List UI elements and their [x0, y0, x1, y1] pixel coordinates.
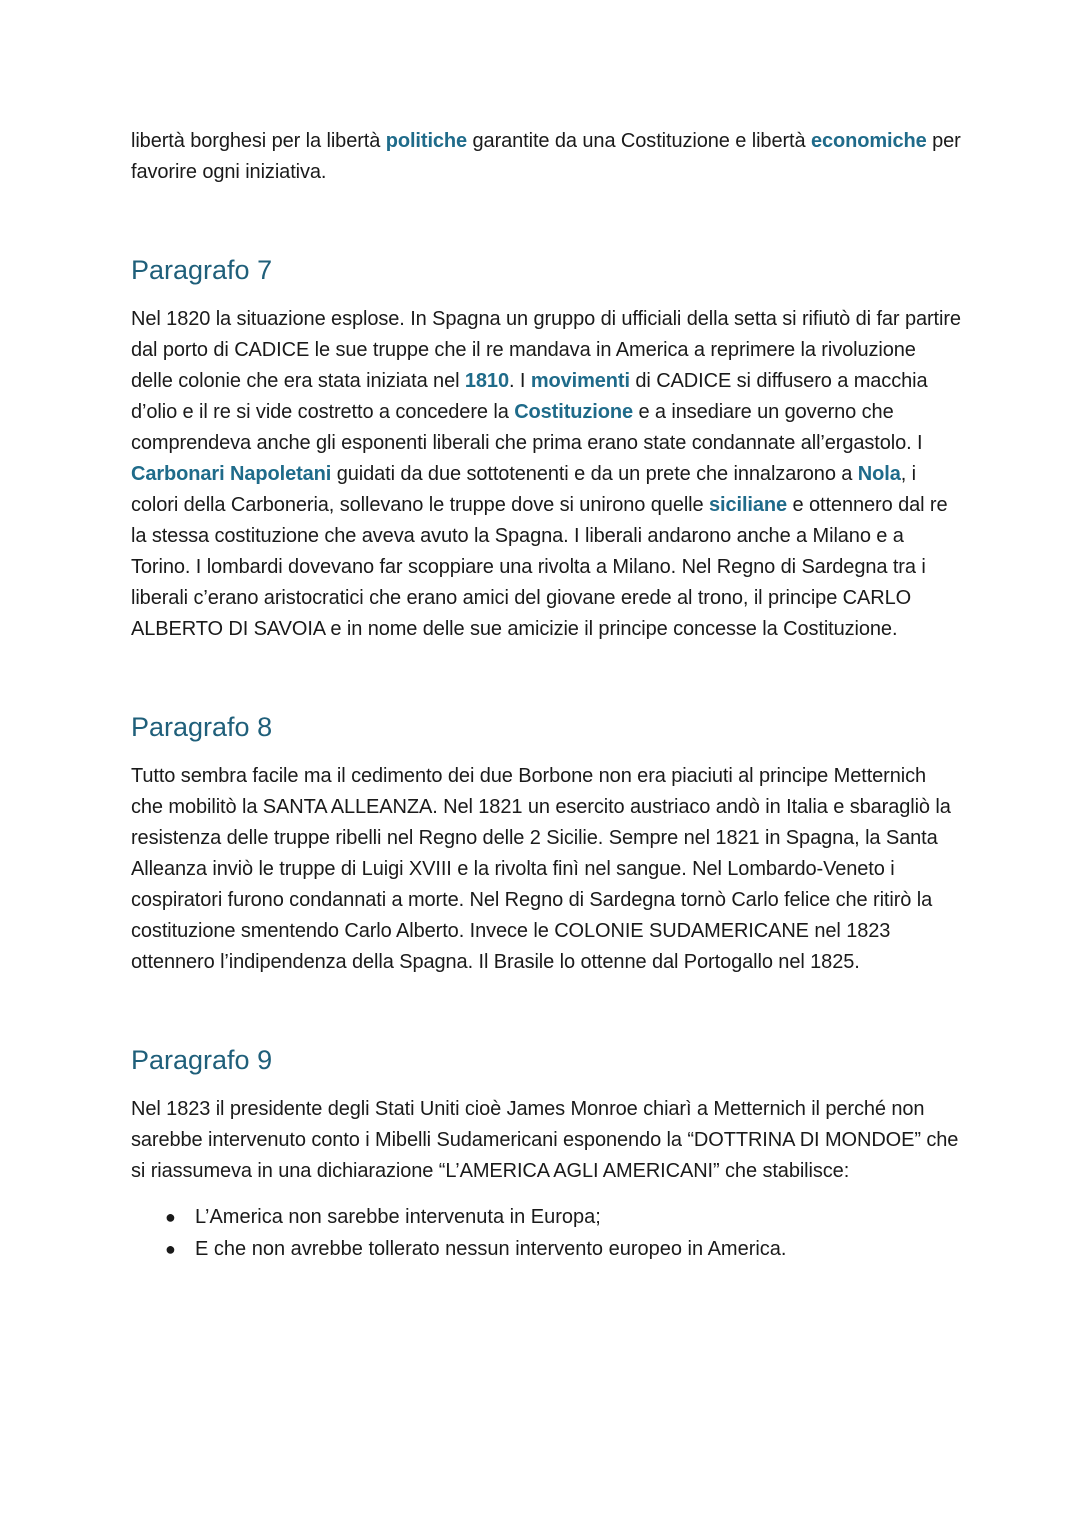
p7-text-2: . I: [508, 370, 531, 392]
section-heading-paragrafo-9: Paragrafo 9: [131, 1045, 273, 1075]
p7-text-5: guidati da due sottotenenti e da un prete che innalzarono a: [331, 463, 858, 485]
list-item-text: E che non avrebbe tollerato nessun intervento europeo in America.: [195, 1238, 787, 1260]
highlight-1810: 1810: [464, 370, 509, 392]
document-page: [131, 126, 961, 1265]
bullet-icon: ●: [165, 1207, 176, 1227]
intro-paragraph: [131, 126, 961, 188]
section-paragraph-7: [131, 304, 961, 645]
p7-text-4: e a insediare un governo che comprendeva anche gli esponenti liberali che prima erano state condannate all’ergastolo. I: [131, 401, 923, 454]
highlight-nola: Nola: [857, 463, 901, 485]
p7-text-1: Nel 1820 la situazione esplose. In Spagna un gruppo di ufficiali della setta si rifiutò di far partire dal porto di CADICE le sue truppe che il re mandava in America a reprimere la rivoluzione delle colonie che era stata iniziata nel: [131, 308, 961, 392]
highlight-economiche: economiche: [810, 130, 927, 152]
bullet-icon: ●: [165, 1239, 176, 1259]
section-paragraph-9: Nel 1823 il presidente degli Stati Uniti cioè James Monroe chiarì a Metternich il perché non sarebbe intervenuto conto i Mibelli Sudamericani esponendo la “DOTTRINA DI MONDOE” che si riassumeva in una dichiarazione “L’AMERICA AGLI AMERICANI” che stabilisce:: [131, 1098, 959, 1182]
p7-text-7: e ottennero dal re la stessa costituzione che aveva avuto la Spagna. I liberali andarono anche a Milano e a Torino. I lombardi dovevano far scoppiare una rivolta a Milano. Nel Regno di Sardegna tra i liberali c’erano aristocratici che erano amici del giovane erede al trono, il principe CARLO ALBERTO DI SAVOIA e in nome delle sue amicizie il principe concesse la Costituzione.: [131, 494, 948, 640]
highlight-costituzione: Costituzione: [514, 401, 633, 423]
section-heading-paragrafo-8: Paragrafo 8: [131, 712, 273, 742]
p7-text-3: di CADICE si diffusero a macchia d’olio e il re si vide costretto a concedere la: [131, 370, 928, 423]
p7-text-6: , i colori della Carboneria, sollevano le truppe dove si unirono quelle: [131, 463, 917, 516]
section-paragraph-8: Tutto sembra facile ma il cedimento dei due Borbone non era piaciuti al principe Metternich che mobilitò la SANTA ALLEANZA. Nel 1821 un esercito austriaco andò in Italia e sbaragliò la resistenza delle truppe ribelli nel Regno delle 2 Sicilie. Sempre nel 1821 in Spagna, la Santa Alleanza inviò le truppe di Luigi XVIII e la rivolta finì nel sangue. Nel Lombardo-Veneto i cospiratori furono condannati a morte. Nel Regno di Sardegna tornò Carlo felice che ritirò la costituzione smentendo Carlo Alberto. Invece le COLONIE SUDAMERICANE nel 1823 ottennero l’indipendenza della Spagna. Il Brasile lo ottenne dal Portogallo nel 1825.: [131, 765, 951, 973]
list-item: [165, 1201, 961, 1233]
intro-text-1: libertà borghesi per la libertà: [131, 130, 386, 152]
highlight-siciliane: siciliane: [709, 494, 788, 516]
intro-text-3: per favorire ogni iniziativa.: [131, 130, 961, 183]
list-item-text: L’America non sarebbe intervenuta in Europa;: [195, 1206, 601, 1228]
highlight-politiche: politiche: [385, 130, 468, 152]
bullet-list: [131, 1201, 961, 1265]
intro-text-2: garantite da una Costituzione e libertà: [467, 130, 811, 152]
list-item: [165, 1233, 961, 1265]
section-heading-paragrafo-7: Paragrafo 7: [131, 255, 273, 285]
highlight-carbonari-napoletani: Carbonari Napoletani: [131, 463, 332, 485]
highlight-movimenti: movimenti: [530, 370, 630, 392]
